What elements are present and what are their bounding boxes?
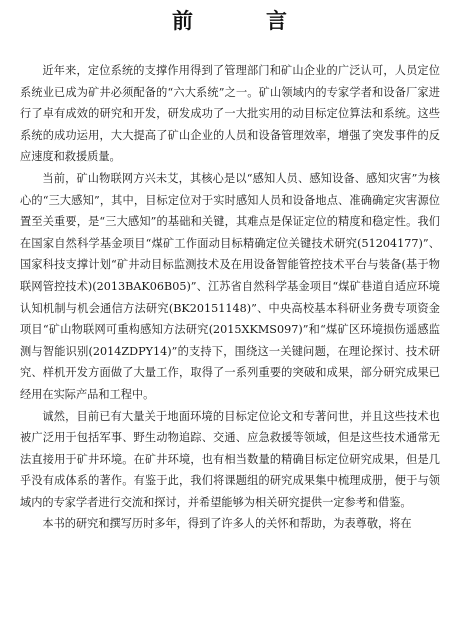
paragraph-1: 近年来，定位系统的支撑作用得到了管理部门和矿山企业的广泛认可，人员定位系统业已成为矿井必须配备的“六大系统”之一。矿山领域内的专家学者和设备厂家进行了卓有成效的研究和开发，研发成功了一大批实用的动目标定位算法和系统。这些系统的成功运用，大大提高了矿山企业的人员和设备管理效率，增强了突发事件的反应速度和救援质量。 <box>20 64 440 164</box>
preface-body <box>20 60 440 535</box>
page-title: 前 言 <box>172 9 313 33</box>
paragraph-2: 当前，矿山物联网方兴未艾，其核心是以“感知人员、感知设备、感知灾害”为核心的“三大感知”，其中，目标定位对于实时感知人员和设备地点、准确确定灾害源位置至关重要，是“三大感知”的基础和关键，其难点是保证定位的精度和稳定性。我们在国家自然科学基金项目“煤矿工作面动目标精确定位关键技术研究(51204177)”、国家科技支撑计划“矿井动目标监测技术及在用设备智能管控技术平台与装备(基于物联网管控技术)(2013BAK06B05)”、江苏省自然科学基金项目“煤矿巷道自适应环境认知机制与机会通信方法研究(BK20151148)”、中央高校基本科研业务费专项资金项目“矿山物联网可重构感知方法研究(2015XKMS097)”和“煤矿区环境损伤遥感监测与智能识别(2014ZDPY14)”的支持下，围绕这一关键问题，在理论探讨、技术研究、样机开发方面做了大量工作，取得了一系列重要的突破和成果，部分研究成果已经用在实际产品和工程中。 <box>20 171 440 401</box>
paragraph-4: 本书的研究和撰写历时多年，得到了许多人的关怀和帮助，为表尊敬，将在 <box>42 517 412 531</box>
paragraph-3: 诚然，目前已有大量关于地面环境的目标定位论文和专著问世，并且这些技术也被广泛用于包括军事、野生动物追踪、交通、应急救援等领域，但是这些技术通常无法直接用于矿井环境。在矿井环境，也有相当数量的精确目标定位研究成果，但是几乎没有成体系的著作。有鉴于此，我们将课题组的研究成果集中梳理成册，便于与领域内的专家学者进行交流和探讨，并希望能够为相关研究提供一定参考和借鉴。 <box>20 409 440 509</box>
